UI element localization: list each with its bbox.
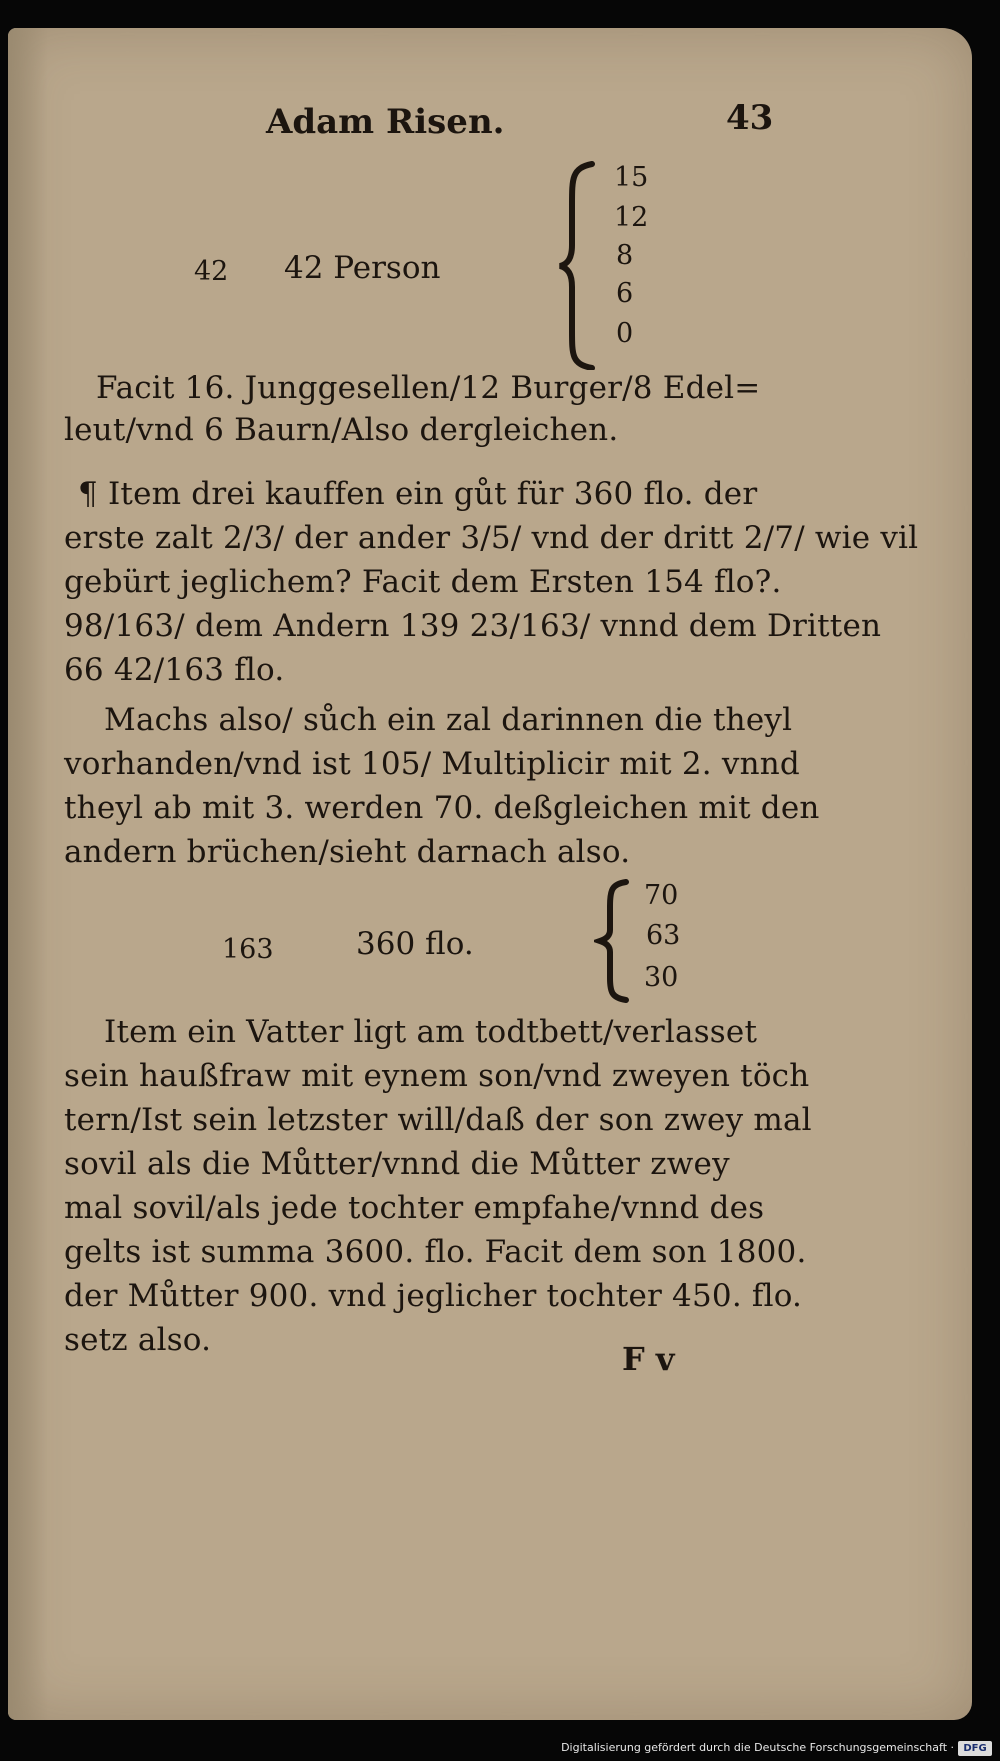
table1-value: 15 [614,162,649,193]
table2-label: 360 flo. [356,926,474,962]
text-line: setz also. [64,1322,212,1358]
text-line: erste zalt 2/3/ der ander 3/5/ vnd der dritt 2/7/ wie vil [64,520,919,556]
text-line: leut/vnd 6 Baurn/Also dergleichen. [64,412,619,448]
table2-brace [594,878,634,1004]
page-number: 43 [726,98,774,138]
footer-bar [0,1738,1000,1761]
text-line: tern/Ist sein letzster will/daß der son zwey mal [64,1102,812,1138]
table2-value: 30 [644,962,679,993]
running-title: Adam Risen. [266,102,505,142]
text-line: vorhanden/vnd ist 105/ Multiplicir mit 2. vnnd [64,746,800,782]
text-line: ¶ Item drei kauffen ein gůt für 360 flo. der [78,476,758,512]
page-spine-shadow [8,28,48,1720]
catchword: F v [622,1340,675,1378]
text-line: 66 42/163 flo. [64,652,285,688]
table1-value: 12 [614,202,649,233]
dfg-logo: DFG [958,1741,992,1756]
text-line: gelts ist summa 3600. flo. Facit dem son 1800. [64,1234,807,1270]
text-line: mal sovil/als jede tochter empfahe/vnnd des [64,1190,765,1226]
text-line: Machs also/ sůch ein zal darinnen die theyl [104,702,793,738]
text-line: der Můtter 900. vnd jeglicher tochter 450. flo. [64,1278,803,1314]
table1-value: 8 [616,240,634,271]
table2-value: 63 [646,920,681,951]
table1-left-number: 42 [194,256,229,287]
table1-brace [554,160,604,370]
text-line: 98/163/ dem Andern 139 23/163/ vnnd dem Dritten [64,608,882,644]
text-line: theyl ab mit 3. werden 70. deßgleichen mit den [64,790,820,826]
text-line: Facit 16. Junggesellen/12 Burger/8 Edel= [96,370,761,406]
text-line: sein haußfraw mit eynem son/vnd zweyen töch [64,1058,810,1094]
table1-value: 6 [616,278,634,309]
table2-left-number: 163 [222,934,274,965]
book-page [8,28,972,1720]
table2-value: 70 [644,880,679,911]
text-line: gebürt jeglichem? Facit dem Ersten 154 flo?. [64,564,782,600]
dfg-credit-text: Digitalisierung gefördert durch die Deutsche Forschungsgemeinschaft · [561,1741,954,1754]
text-line: sovil als die Můtter/vnnd die Můtter zwey [64,1146,730,1182]
table1-value: 0 [616,318,634,349]
text-line: andern brüchen/sieht darnach also. [64,834,631,870]
table1-label: 42 Person [284,250,441,286]
text-line: Item ein Vatter ligt am todtbett/verlasset [104,1014,758,1050]
